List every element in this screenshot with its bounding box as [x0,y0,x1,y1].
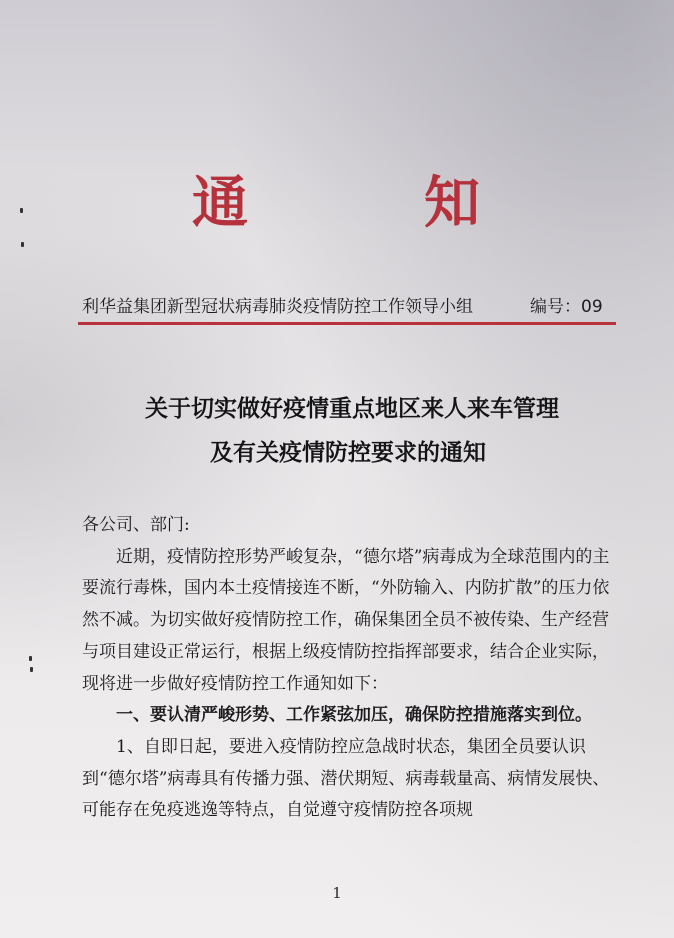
notice-title-line-1: 关于切实做好疫情重点地区来人来车管理 [145,395,559,422]
body-paragraph: 近期，疫情防控形势严峻复杂，“德尔塔”病毒成为全球范围内的主要流行毒株，国内本土疫情接连不断，“外防输入、内防扩散”的压力依然不减。为切实做好疫情防控工作，确保集团全员不被传染、生产经营与项目建设正常运行，根据上级疫情防控指挥部要求，结合企业实际，现将进一步做好疫情防控工作通知如下： [82,546,610,694]
document-number: 编号：09 [530,297,603,317]
notice-title [0,387,674,475]
header-title-char-2: 知 [424,170,480,236]
document-header-title [0,168,674,238]
header-divider [78,322,616,325]
section-heading: 一、要认清严峻形势、工作紧弦加压，确保防控措施落实到位。 [116,705,592,726]
notice-title-line-2: 及有关疫情防控要求的通知 [210,439,486,466]
header-title-char-1: 通 [192,170,248,236]
page-number: 1 [332,884,342,902]
body-paragraph: 1、自即日起，要进入疫情防控应急战时状态，集团全员要认识到“德尔塔”病毒具有传播力强、潜伏期短、病毒载量高、病情发展快、可能存在免疫逃逸等特点，自觉遵守疫情防控各项规 [82,736,610,821]
binding-mark [30,667,33,672]
salutation: 各公司、部门: [82,515,190,535]
issuer-line [82,292,622,322]
issuer-name: 利华益集团新型冠状病毒肺炎疫情防控工作领导小组 [82,297,473,317]
document-body [82,510,622,827]
binding-mark [21,242,24,247]
binding-mark [29,656,32,661]
